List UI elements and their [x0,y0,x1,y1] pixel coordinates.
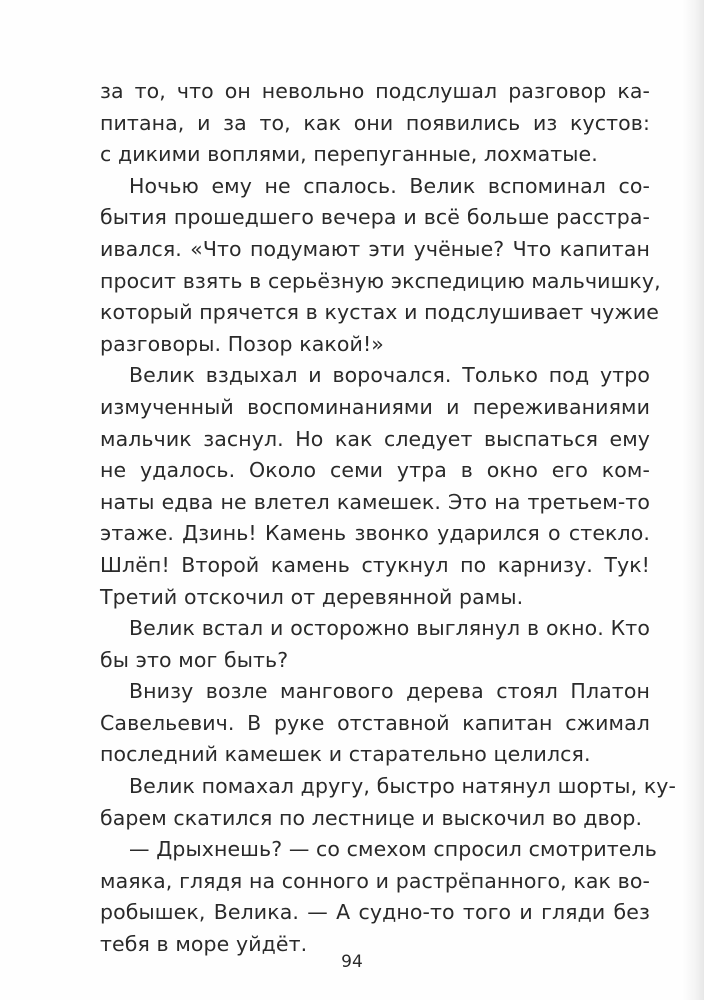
text-line: Ночью ему не спалось. Велик вспоминал со- [129,173,650,198]
text-line: Третий отскочил от деревянной рамы. [100,584,524,609]
text-line: Шлёп! Второй камень стукнул по карнизу. Тук! [100,552,650,577]
text-line: последний камешек и старательно целился. [100,742,591,767]
text-line: Внизу возле мангового дерева стоял Платон [129,679,650,704]
body-text [100,76,677,961]
text-line: который прячется в кустах и подслушивает чужие [100,300,660,325]
text-line: измученный воспоминаниями и переживаниями [100,394,650,419]
text-line: — Дрыхнешь? — со смехом спросил смотритель [129,837,657,862]
text-line: бы это мог быть? [100,647,289,672]
text-line: бытия прошедшего вечера и всё больше расстра- [100,205,650,230]
page-spine-shadow [682,0,704,1000]
text-line: питана, и за то, как они появились из кустов: [100,110,650,135]
text-line: тебя в море уйдёт. [100,932,308,957]
text-line: наты едва не влетел камешек. Это на третьем-то [100,489,650,514]
text-line: Савельевич. В руке отставной капитан сжимал [100,710,650,735]
text-line: просит взять в серьёзную экспедицию мальчишку, [100,268,661,293]
text-line: не удалось. Около семи утра в окно его ком- [100,458,650,483]
page-number: 94 [341,952,363,972]
text-line: Велик вздыхал и ворочался. Только под утро [129,363,650,388]
text-line: Велик помахал другу, быстро натянул шорты, ку- [129,774,677,799]
text-line: мальчик заснул. Но как следует выспаться ему [100,426,650,451]
text-line: ивался. «Что подумают эти учёные? Что капитан [100,236,650,261]
text-line: робышек, Велика. — А судно-то того и гляди без [100,900,650,925]
text-line: за то, что он невольно подслушал разговор ка- [100,79,650,103]
text-line: барем скатился по лестнице и выскочил во двор. [100,805,643,830]
text-line: Велик встал и осторожно выглянул в окно. Кто [129,616,650,641]
text-line: маяка, глядя на сонного и растрёпанного, как во- [100,868,650,893]
text-line: этаже. Дзинь! Камень звонко ударился о стекло. [100,521,650,546]
text-line: разговоры. Позор какой!» [100,331,384,356]
text-line: с дикими воплями, перепуганные, лохматые. [100,142,598,167]
